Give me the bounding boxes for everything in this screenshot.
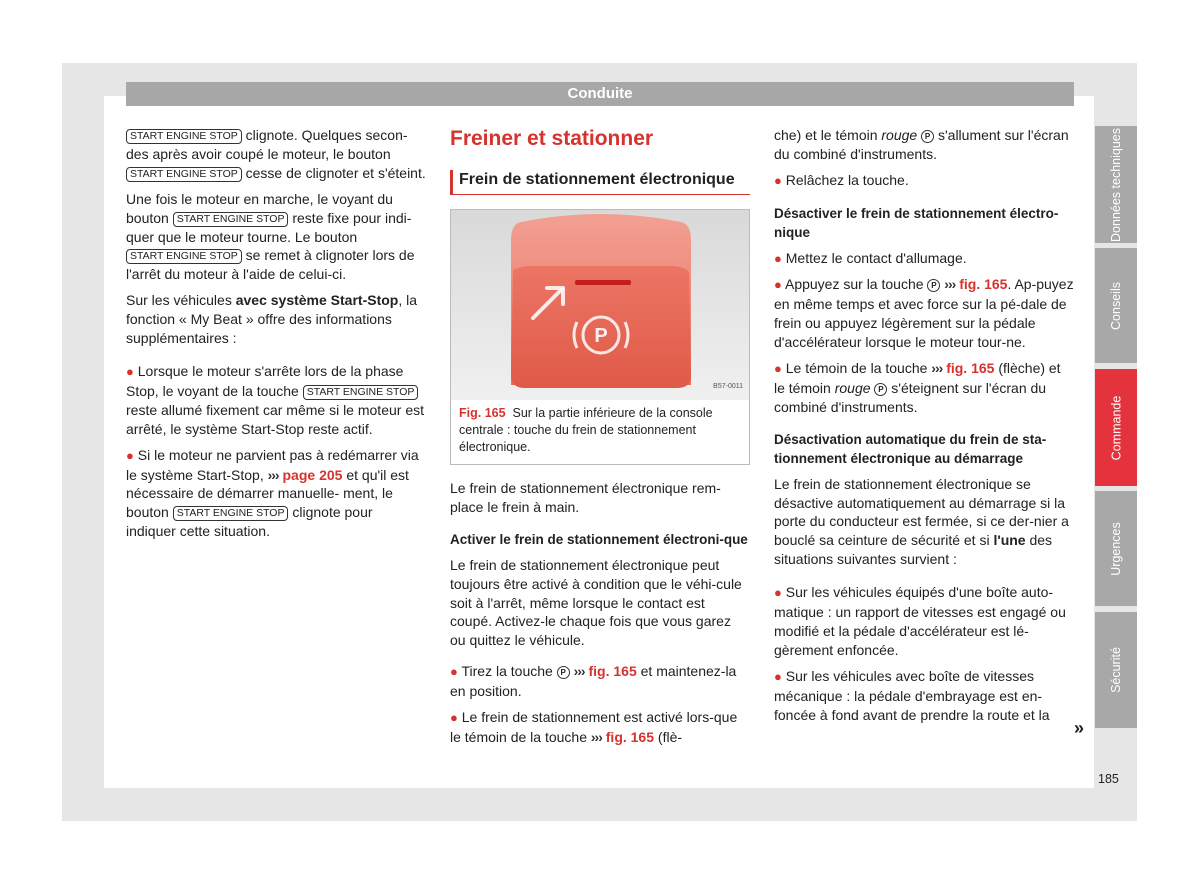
figure-link[interactable]: fig. 165 (605, 728, 655, 745)
bullet-icon: ● (450, 664, 458, 680)
start-engine-stop-key: START ENGINE STOP (173, 212, 289, 227)
heading-auto-release: Désactivation automatique du frein de sta-tionnement électronique au démarrage (774, 431, 1047, 466)
bullet-icon: ● (774, 361, 782, 377)
bullet-icon: ● (774, 172, 782, 188)
heading-deactivate: Désactiver le frein de stationnement électro-nique (774, 205, 1059, 240)
tab-commande[interactable]: Commande (1095, 369, 1137, 486)
start-engine-stop-key: START ENGINE STOP (126, 129, 242, 144)
reference-arrow-icon: ››› (931, 360, 943, 377)
chapter-header: Conduite (126, 82, 1074, 106)
paragraph: Sur les véhicules avec système Start-Stop, la fonction « My Beat » offre des informations supplémentaires : (126, 292, 418, 347)
heading-activate: Activer le frein de stationnement électroni-que (450, 531, 748, 547)
list-item: ● Mettez le contact d'allumage. (774, 249, 967, 266)
column-2 (450, 126, 750, 754)
section-title: Freiner et stationner (450, 127, 654, 150)
tab-urgences[interactable]: Urgences (1095, 491, 1137, 606)
bullet-icon: ● (774, 250, 782, 266)
bullet-icon: ● (774, 668, 782, 684)
bullet-icon: ● (450, 710, 458, 726)
reference-arrow-icon: ››› (267, 466, 279, 483)
paragraph: Une fois le moteur en marche, le voyant du bouton START ENGINE STOP reste fixe pour indi- quer que le moteur tourne. Le bouton START ENGINE STOP se remet à clignoter lors de l'arrêt du moteur à l'aide de celui-ci. (126, 190, 415, 283)
figure-link[interactable]: fig. 165 (588, 663, 637, 680)
figure-caption: Fig. 165 Sur la partie inférieure de la console centrale : touche du frein de stationnement électronique. (459, 406, 713, 454)
figure-link[interactable]: fig. 165 (959, 276, 1008, 293)
tab-conseils[interactable]: Conseils (1095, 248, 1137, 363)
figure-165 (450, 209, 750, 465)
paragraph: Le frein de stationnement électronique rem-place le frein à main. (450, 480, 721, 515)
reference-arrow-icon: ››› (590, 728, 602, 745)
parking-brake-image (451, 210, 749, 400)
bullet-icon: ● (774, 277, 782, 293)
column-1 (126, 126, 426, 548)
paragraph: Le frein de stationnement électronique peut toujours être activé à condition que le véhi-cule soit à l'arrêt, même lorsque le contact est coupé. Activez-le chaque fois que vous garez ou quittez le véhicule. (450, 556, 742, 649)
column-3 (774, 126, 1074, 731)
bullet-icon: ● (774, 585, 782, 601)
list-item: ● Sur les véhicules équipés d'une boîte auto-matique : un rapport de vitesses est engagé ou modifié et la pédale d'accélérateur est lé-gèrement enfoncée. (774, 584, 1066, 658)
parking-brake-icon: P (557, 666, 570, 679)
list-item: ● Sur les véhicules avec boîte de vitesses mécanique : la pédale d'embrayage est en-foncée à fond avant de prendre la route et la (774, 667, 1050, 723)
parking-brake-icon: P (927, 279, 940, 292)
parking-brake-icon: P (921, 130, 934, 143)
continuation-arrow-icon: » (1074, 718, 1085, 738)
reference-arrow-icon: ››› (573, 663, 585, 680)
bullet-icon: ● (126, 363, 134, 379)
paragraph: che) et le témoin rouge P s'allument sur l'écran du combiné d'instruments. (774, 127, 1069, 162)
subsection-title: Frein de stationnement électronique (450, 170, 750, 195)
parking-brake-icon: P (874, 383, 887, 396)
list-item: ● Si le moteur ne parvient pas à redémarrer via le système Start-Stop, ››› page 205 et qu'il est nécessaire de démarrer manuelle- ment, le bouton START ENGINE STOP clignote pour indiquer cette situation. (126, 446, 419, 540)
start-engine-stop-key: START ENGINE STOP (126, 167, 242, 182)
start-engine-stop-key: START ENGINE STOP (126, 249, 242, 264)
bullet-icon: ● (126, 447, 134, 463)
page-link[interactable]: page 205 (282, 466, 343, 483)
page-number: 185 (1098, 772, 1119, 786)
figure-link[interactable]: fig. 165 (946, 360, 995, 377)
start-engine-stop-key: START ENGINE STOP (173, 506, 289, 521)
list-item: ● Appuyez sur la touche P ››› fig. 165. Ap-puyez en même temps et avec force sur la pé-dale de frein ou appuyez légèrement sur la pédale d'accélérateur lorsque le moteur tour-ne. (774, 276, 1074, 351)
list-item: ● Le témoin de la touche ››› fig. 165 (flèche) et le témoin rouge P s'éteignent sur l'écran du combiné d'instruments. (774, 360, 1061, 415)
list-item: ● Lorsque le moteur s'arrête lors de la phase Stop, le voyant de la touche START ENGINE STOP reste allumé fixement car même si le moteur est arrêté, le système Start-Stop reste actif. (126, 362, 425, 437)
tab-securite[interactable]: Sécurité (1095, 612, 1137, 728)
start-engine-stop-key: START ENGINE STOP (303, 385, 419, 400)
list-item: ● Le frein de stationnement est activé lors-que le témoin de la touche ››› fig. 165 (flè- (450, 709, 738, 745)
paragraph: Le frein de stationnement électronique se désactive automatiquement au démarrage si la porte du conducteur est fermée, si ce der-nier a bouclé sa ceinture de sécurité et si l'une des situations suivantes survient : (774, 475, 1069, 568)
paragraph: START ENGINE STOP clignote. Quelques secon- des après avoir coupé le moteur, le bouton START ENGINE STOP cesse de clignoter et s'éteint. (126, 127, 426, 181)
figure-code: B57-0011 (713, 383, 743, 391)
reference-arrow-icon: ››› (944, 276, 956, 293)
parking-brake-button-illustration (451, 210, 749, 400)
list-item: ● Relâchez la touche. (774, 171, 909, 188)
tab-donnees-techniques[interactable]: Données techniques (1095, 126, 1137, 243)
svg-text:P: P (594, 325, 608, 347)
list-item: ● Tirez la touche P ››› fig. 165 et maintenez-la en position. (450, 663, 737, 700)
